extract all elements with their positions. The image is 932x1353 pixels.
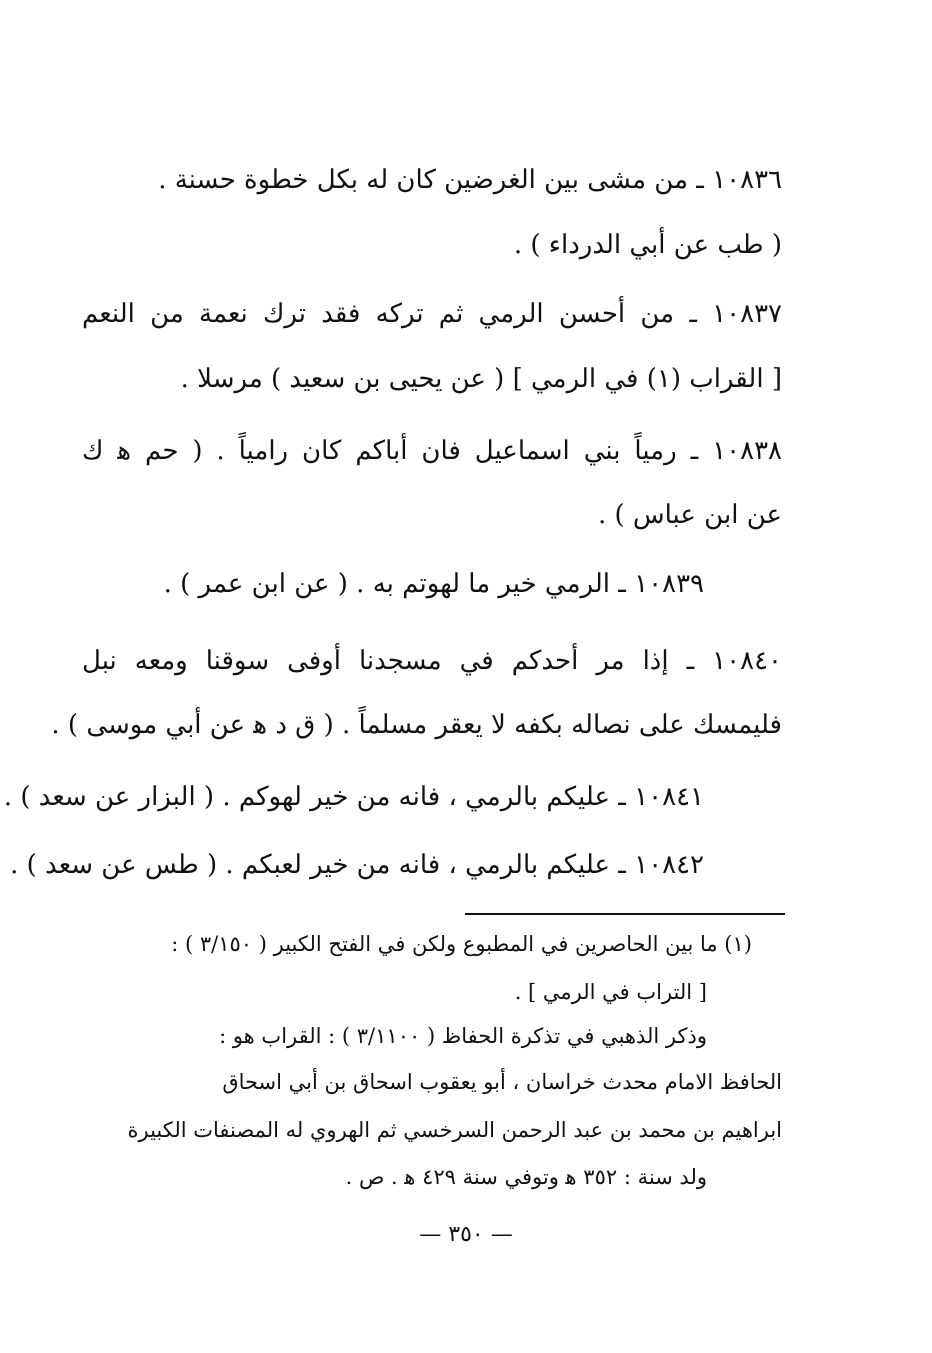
footnote-line-4: الحافظ الامام محدث خراسان ، أبو يعقوب اسحاق بن أبي اسحاق: [222, 1070, 782, 1094]
entry-10841-line-1: ١٠٨٤١ ـ عليكم بالرمي ، فانه من خير لهوكم . ( البزار عن سعد ) .: [3, 782, 704, 812]
entry-10837-line-1: ١٠٨٣٧ ـ من أحسن الرمي ثم تركه فقد ترك نعمة من النعم: [82, 299, 782, 329]
footnote-line-3: وذكر الذهبي في تذكرة الحفاظ ( ٣/١١٠٠ ) : القراب هو :: [219, 1024, 707, 1048]
entry-10840-line-2: فليمسك على نصاله بكفه لا يعقر مسلماً . ( ق د ﻫ عن أبي موسى ) .: [51, 710, 782, 740]
entry-10838-line-2: عن ابن عباس ) .: [597, 500, 782, 530]
footnote-line-5: ابراهيم بن محمد بن عبد الرحمن السرخسي ثم الهروي له المصنفات الكبيرة: [127, 1118, 782, 1142]
footnote-line-1: (١) ما بين الحاصرين في المطبوع ولكن في الفتح الكبير ( ٣/١٥٠ ) :: [171, 932, 752, 956]
entry-10836-line-1: ١٠٨٣٦ ـ من مشى بين الغرضين كان له بكل خطوة حسنة .: [158, 165, 782, 195]
entry-10842-line-1: ١٠٨٤٢ ـ عليكم بالرمي ، فانه من خير لعبكم . ( طس عن سعد ) .: [10, 850, 704, 880]
entry-10836-line-2: ( طب عن أبي الدرداء ) .: [513, 230, 782, 260]
page-number: — ٣٥٠ —: [419, 1222, 513, 1247]
entry-10837-line-2: [ القراب (١) في الرمي ] ( عن يحيى بن سعيد ) مرسلا .: [180, 364, 782, 394]
footnote-line-6: ولد سنة : ٣٥٢ ﻫ وتوفي سنة ٤٢٩ ﻫ . ص .: [345, 1165, 707, 1189]
footnote-line-2: [ التراب في الرمي ] .: [514, 980, 707, 1004]
footnote-divider: [465, 913, 785, 915]
entry-10840-line-1: ١٠٨٤٠ ـ إذا مر أحدكم في مسجدنا أوفى سوقنا ومعه نبل: [82, 646, 782, 676]
entry-10838-line-1: ١٠٨٣٨ ـ رمياً بني اسماعيل فان أباكم كان رامياً . ( حم ﻫ ك: [82, 436, 782, 466]
entry-10839-line-1: ١٠٨٣٩ ـ الرمي خير ما لهوتم به . ( عن ابن عمر ) .: [163, 569, 704, 599]
